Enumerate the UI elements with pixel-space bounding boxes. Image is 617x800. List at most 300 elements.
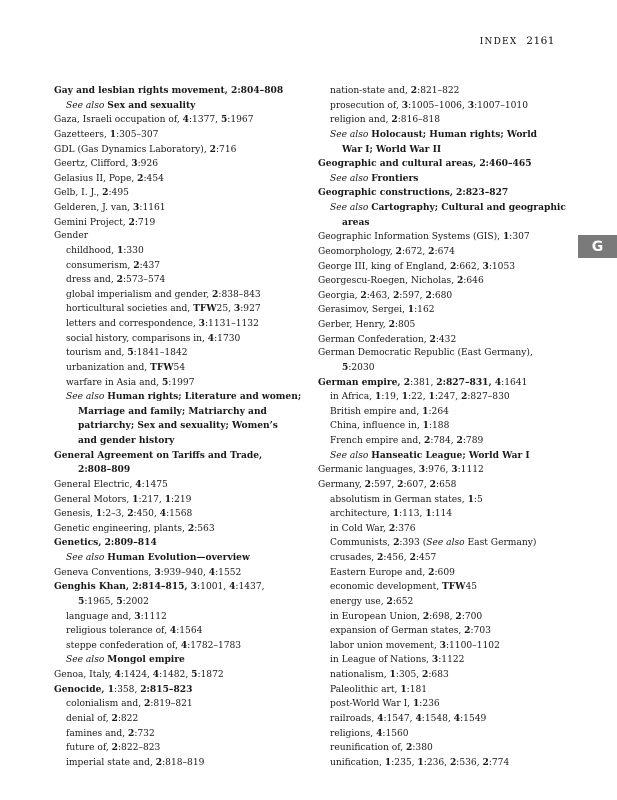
index-entry-text: See also [66,655,108,666]
index-entry-text: :819–821 [150,699,193,710]
index-entry-text: General Motors, [54,494,133,505]
index-entry-text: 1 [425,508,432,520]
index-entry-text: 5 [161,376,169,388]
index-entry [318,551,576,566]
index-entry-text: :805 [394,320,416,330]
index-entry-text: 1 [164,493,172,505]
index-entry-text: :1564 [176,626,203,637]
index-entry [318,347,576,361]
index-entry-text: 1 [117,244,124,256]
index-entry [54,522,304,537]
index-entry-text: 2 [422,669,429,680]
index-entry-text: Gerber, Henry, [318,320,389,330]
index-entry [54,259,304,274]
index-entry-text: expansion of German states, [330,626,465,637]
index-entry-text: :181 [406,684,428,695]
index-entry-text: famines and, [66,728,128,739]
index-entry-text: crusades, [330,553,378,563]
index-entry-text: Gazetteers, [54,129,110,140]
index-entry-text: 2:808–809 [78,464,131,476]
index-entry-text: :1112 [457,465,484,476]
index-entry-text: Genocide, [54,683,108,695]
index-entry [54,639,304,654]
index-entry [54,99,304,114]
index-entry-text: Georgescu-Roegen, Nicholas, [318,276,457,287]
index-entry-text: warfare in Asia and, [66,377,162,388]
index-entry [318,653,576,668]
index-entry-text: Frontiers [371,172,419,184]
index-entry-text: 2 [425,289,432,301]
index-entry-text: 1 [417,756,424,768]
index-entry-text: :719 [134,217,156,228]
index-entry-text: areas [342,216,370,228]
index-entry-text: :827–830 [467,392,510,403]
index-entry-text: Gelderen, J. van, [54,203,134,213]
index-entry [54,216,304,231]
index-entry [318,727,576,742]
index-entry-text: colonialism and, [66,699,145,710]
index-entry-text: 1 [374,391,382,403]
index-entry-text: :680 [431,290,453,301]
index-entry-text: :219 [171,494,192,505]
index-entry-text: 2 [102,187,109,199]
index-entry-text: :305, [395,670,423,680]
index-entry-text: :672, [401,246,429,257]
index-entry-text: tourism and, [66,348,128,359]
index-entry-text: social history, comparisons in, [66,333,208,344]
index-entry-text: Geographic and cultural areas, 2:460–465 [318,158,532,170]
index-entry-text: :1997 [168,377,195,388]
index-entry [318,712,576,727]
index-entry-text: 3 [431,654,439,666]
index-entry-text: :1560 [382,728,409,739]
index-entry-text: Geographic constructions, 2:823–827 [318,187,509,199]
index-entry-text: Genoa, Italy, [54,670,115,680]
index-entry-text: 2 [482,756,489,768]
index-entry-text: 1 [422,420,429,432]
index-entry-text: Geographic Information Systems (GIS), [318,232,503,243]
index-entry-text: :698, [429,611,456,622]
index-entry-text: :457 [415,553,437,563]
index-entry-text: General Electric, [54,479,136,490]
index-entry [54,84,304,99]
index-entry-text: 2 [395,245,402,257]
index-entry-text: 4 [377,712,384,724]
index-entry [54,493,304,508]
index-entry-text: :821–822 [417,86,460,96]
index-entry-text: Holocaust; Human rights; World [371,128,538,140]
index-entry-text: :1475 [141,479,168,490]
index-entry-text: architecture, [330,509,393,520]
index-entry-text: 3 [401,99,409,111]
index-entry-text: :1730 [214,333,241,344]
index-entry [54,507,304,522]
index-entry-text: 3 [451,464,458,476]
index-entry-text: :939–940, [160,567,209,578]
index-entry-text: dress and, [66,275,117,286]
index-entry-text: 1 [412,698,420,710]
index-entry [54,201,304,216]
index-entry [318,303,576,318]
index-entry-text: 3 [198,318,205,329]
index-entry-text: 2 [360,289,367,301]
index-entry-text: :607, [403,479,430,490]
index-entry-text: :1100–1102 [445,640,500,651]
index-entry-text: :2002 [122,596,149,607]
index-entry-text: :1007–1010 [474,100,528,111]
index-entry-text: See also [66,553,108,563]
index-entry-text: :573–574 [122,275,166,286]
index-entry-text: 4 [152,669,160,680]
index-entry-text: :454 [143,173,164,184]
index-entry [318,522,576,537]
index-entry-text: :816–818 [397,115,441,126]
index-entry-text: George III, king of England, [318,261,450,272]
index-entry-text: 5 [78,595,85,607]
index-entry-text: 5 [220,114,228,126]
index-entry-text: 2 [464,625,471,637]
index-entry-text: :456, [383,553,410,563]
index-entry [318,639,576,654]
index-entry [54,346,304,361]
index-entry-text: unification, [330,757,385,768]
index-entry-text: :658 [436,479,457,490]
index-entry-text: :563 [194,523,215,534]
index-entry-text: 5 [116,595,123,607]
index-entry-text: :1005–1006, [408,100,468,111]
index-entry-text: religion and, [330,115,392,126]
index-entry-text: French empire and, [330,436,424,446]
index-entry-text: :495 [108,188,129,199]
index-entry [54,551,304,566]
index-entry-text: in Africa, [330,392,375,403]
index-entry-text: :463, [366,290,393,301]
index-entry-text: 2 [393,537,400,549]
index-entry-text: :609 [434,567,455,578]
index-entry [54,741,304,756]
index-entry-text: 3 [131,158,138,170]
index-entry [318,507,576,522]
index-entry [318,566,576,581]
index-entry-text: :784, [430,436,457,446]
index-entry-text: 1 [95,508,103,520]
index-entry-text: :683 [428,670,449,680]
index-entry-text: Gemini Project, [54,217,129,228]
index-entry [54,727,304,742]
index-entry-text: Cartography; Cultural and geographic [371,202,566,213]
index-entry-text: steppe confederation of, [66,640,181,651]
index-entry-text: :703 [470,626,491,637]
index-entry-text: Gelb, I. J., [54,188,103,199]
index-entry-text: Genetic engineering, plants, [54,523,188,534]
index-entry-text: 2 [449,756,457,768]
index-entry [318,449,576,464]
index-entry-text: 4 [180,639,188,651]
index-entry-text: :1548, [421,713,454,724]
index-entry-text: 1 [392,508,400,520]
index-entry-text: 1 [467,493,474,505]
index-entry-text: :1053 [488,261,516,272]
index-entry [54,566,304,581]
index-entry-text: Germany, [318,479,365,490]
index-entry-text: horticultural societies and, [66,304,194,315]
index-entry [318,216,576,231]
index-entry-text: 4 [159,508,167,520]
index-entry-text: :1112 [140,611,167,622]
index-entry-text: :1161 [139,203,166,213]
index-entry-text: labor union movement, [330,640,440,651]
index-entry [54,449,304,464]
index-entry-text: GDL (Gas Dynamics Laboratory), [54,144,210,155]
index-entry [54,712,304,727]
index-entry-text: 4 [169,625,177,637]
index-entry [54,580,304,595]
index-entry-text: 2 [137,172,144,184]
index-entry-text: :358, [114,684,141,695]
index-entry-text: 4 [208,566,216,578]
index-entry-text: 3 [190,581,198,593]
index-entry [54,419,304,434]
index-entry [318,741,576,756]
index-entry-text: language and, [66,611,135,622]
index-column-right [318,84,576,770]
index-entry-text: :822 [117,713,139,724]
index-entry-text: 4 [182,114,189,126]
index-entry-text: :264 [428,406,449,417]
running-header [480,35,555,47]
index-entry-text: 2 [111,742,118,754]
index-entry-text: 1 [109,128,117,140]
index-entry-text: :1131–1132 [204,319,259,329]
index-entry [318,610,576,625]
index-entry-text: :1549 [460,713,487,724]
index-entry-text: :2–3, [102,509,128,520]
index-entry [318,376,576,391]
index-entry-text: German Confederation, [318,334,430,345]
index-entry-text: 1 [389,669,396,680]
page-number: 2161 [526,35,555,47]
index-entry-text: :188 [428,421,450,432]
index-entry-text: 2 [209,143,216,155]
index-entry-text: 3 [439,639,446,651]
index-entry-text: 4 [453,712,461,724]
index-entry-text: :381, [410,377,437,388]
index-entry [318,274,576,289]
index-entry [318,624,576,639]
index-entry-text: China, influence in, [330,421,423,432]
index-entry-text: Gay and lesbian rights movement, 2:804–808 [54,85,284,96]
index-entry-text: railroads, [330,713,378,724]
index-entry-text: German empire, [318,376,404,388]
index-entry [54,653,304,668]
index-entry [54,390,304,405]
index-entry-text: :1001, [197,582,230,593]
index-entry-text: Human rights; Literature and women; [107,391,302,403]
index-entry-text: 2 [410,85,418,96]
index-entry-text: patriarchy; Sex and sexuality; Women’s [78,420,278,432]
index-entry-text: Gerasimov, Sergei, [318,305,408,316]
index-entry-text: See also [426,538,465,549]
index-entry-text: :716 [215,144,237,155]
index-entry-text: future of, [66,743,112,754]
index-entry-text: 2:827–831, [436,376,495,388]
index-entry-text: :818–819 [162,757,205,768]
index-entry [54,624,304,639]
index-entry-text: See also [330,173,372,184]
index-entry [54,332,304,347]
index-entry-text: :307 [509,232,530,243]
index-entry-text: 2 [111,712,118,724]
index-entry-text: :236 [419,699,440,710]
index-entry-text: 3 [418,464,426,476]
index-entry-text: :597, [370,479,398,490]
index-entry-text: 2 [461,391,468,403]
index-entry [54,157,304,172]
index-entry-text: Gaza, Israeli occupation of, [54,115,183,126]
index-entry-text: 4 [494,376,502,388]
index-entry-text: See also [66,100,108,111]
index-entry-text: 1 [428,391,435,403]
index-entry-text: 4 [376,727,383,739]
index-entry-text: post-World War I, [330,699,413,710]
index-entry-text: 2 [423,435,431,446]
index-entry-text: :536, [456,757,483,768]
index-entry-text: :5 [473,494,483,505]
index-entry-text: Mongol empire [107,654,185,666]
index-entry-text: childhood, [66,245,117,256]
index-entry [318,128,576,143]
section-tab: G [578,235,617,258]
index-entry [54,463,304,478]
index-entry-text: 1 [422,405,429,417]
index-entry [54,143,304,158]
index-entry [318,697,576,712]
index-entry-text: 3 [482,260,489,272]
index-entry-text: :1482, [159,670,192,680]
index-entry [54,302,304,317]
index-entry [318,172,576,187]
index-entry-text: urbanization and, [66,362,151,373]
index-entry [318,245,576,260]
index-entry [318,230,576,245]
index-entry-text: 25, [216,304,234,315]
index-entry [54,683,304,698]
index-entry-text: :774 [488,757,510,768]
index-entry-text: See also [330,450,372,461]
index-entry-text: :217, [138,494,165,505]
index-entry-text: 2 [128,216,135,228]
index-entry-text: 2:815–823 [140,683,193,695]
index-entry [318,390,576,405]
index-entry-text: TFW [442,581,466,593]
index-entry [318,289,576,304]
index-entry-text: 2 [116,274,123,286]
index-entry [54,288,304,303]
index-entry-text: 2 [128,727,135,739]
index-entry-text: energy use, [330,596,387,607]
index-entry-text: 4 [114,669,121,680]
index-entry-text: Georgia, [318,290,361,301]
index-entry-text: 2 [127,508,134,520]
index-entry-text: imperial state and, [66,757,156,768]
index-entry-text: :1641 [501,377,528,388]
index-entry-text: in European Union, [330,611,423,622]
index-entry-text: 1 [132,493,139,505]
index-entry-text: and gender history [78,435,175,446]
index-entry-text: Gender [54,231,89,242]
index-entry-text: :1568 [166,509,193,520]
index-entry [54,478,304,493]
index-entry-text: nation-state and, [330,86,411,96]
index-entry-text: Genghis Khan, 2:814–815, [54,581,191,593]
index-entry [318,463,576,478]
index-entry-text: Geneva Conventions, [54,567,155,578]
index-entry-text: :597, [399,290,426,301]
index-entry-text: 2 [409,552,416,563]
index-entry-text: :376 [395,523,416,534]
index-entry-text: 3 [154,566,161,578]
index-entry [318,683,576,698]
index-entry-text: absolutism in German states, [330,494,468,505]
index-entry [318,405,576,420]
index-entry-text: 2 [155,756,163,768]
index-entry-text: 1 [407,304,415,316]
index-entry-text: 2 [403,376,411,388]
index-entry-text: German Democratic Republic (East Germany), [318,348,533,359]
index-entry-text: :838–843 [218,289,261,300]
index-entry-text: See also [66,392,108,403]
index-entry [54,172,304,187]
header-word: INDEX [479,37,518,47]
index-entry [54,113,304,128]
index-entry [318,318,576,333]
index-entry [318,113,576,128]
index-entry-text: Marriage and family; Matriarchy and [78,405,267,417]
index-entry [54,317,304,332]
index-entry-text: 2 [449,260,457,272]
index-entry [318,478,576,493]
index-entry [318,434,576,449]
index-entry [54,186,304,201]
index-entry-text: global imperialism and gender, [66,289,213,300]
index-entry-text: nationalism, [330,670,390,680]
index-entry-text: :1547, [383,713,416,724]
index-entry-text: denial of, [66,713,112,724]
index-entry-text: 2 [386,595,393,607]
index-entry [54,244,304,259]
index-entry-text: Genetics, 2:809–814 [54,537,157,549]
index-entry-text: Communists, [330,538,394,549]
index-entry-text: 2 [456,275,464,287]
index-entry-text: :1782–1783 [187,640,242,651]
index-entry-text: 5 [127,347,134,359]
index-entry [318,419,576,434]
index-entry-text: See also [330,203,372,213]
index-entry-text: :114 [431,509,453,520]
index-entry-text: religious tolerance of, [66,626,170,637]
index-entry-text: :1872 [197,670,224,680]
index-entry-text: 2 [406,742,413,754]
index-entry-text: 1 [384,756,392,768]
index-entry-text: :380 [412,743,433,754]
index-entry-text: 4 [415,712,422,724]
index-entry-text: 3 [233,303,241,315]
index-entry-text: 2 [212,288,219,300]
index-entry-text: :927 [240,304,261,315]
index-entry-text: TFW [193,303,217,315]
index-entry-text: :305–307 [116,129,159,140]
index-entry-text: General Agreement on Tariffs and Trade, [54,449,263,461]
